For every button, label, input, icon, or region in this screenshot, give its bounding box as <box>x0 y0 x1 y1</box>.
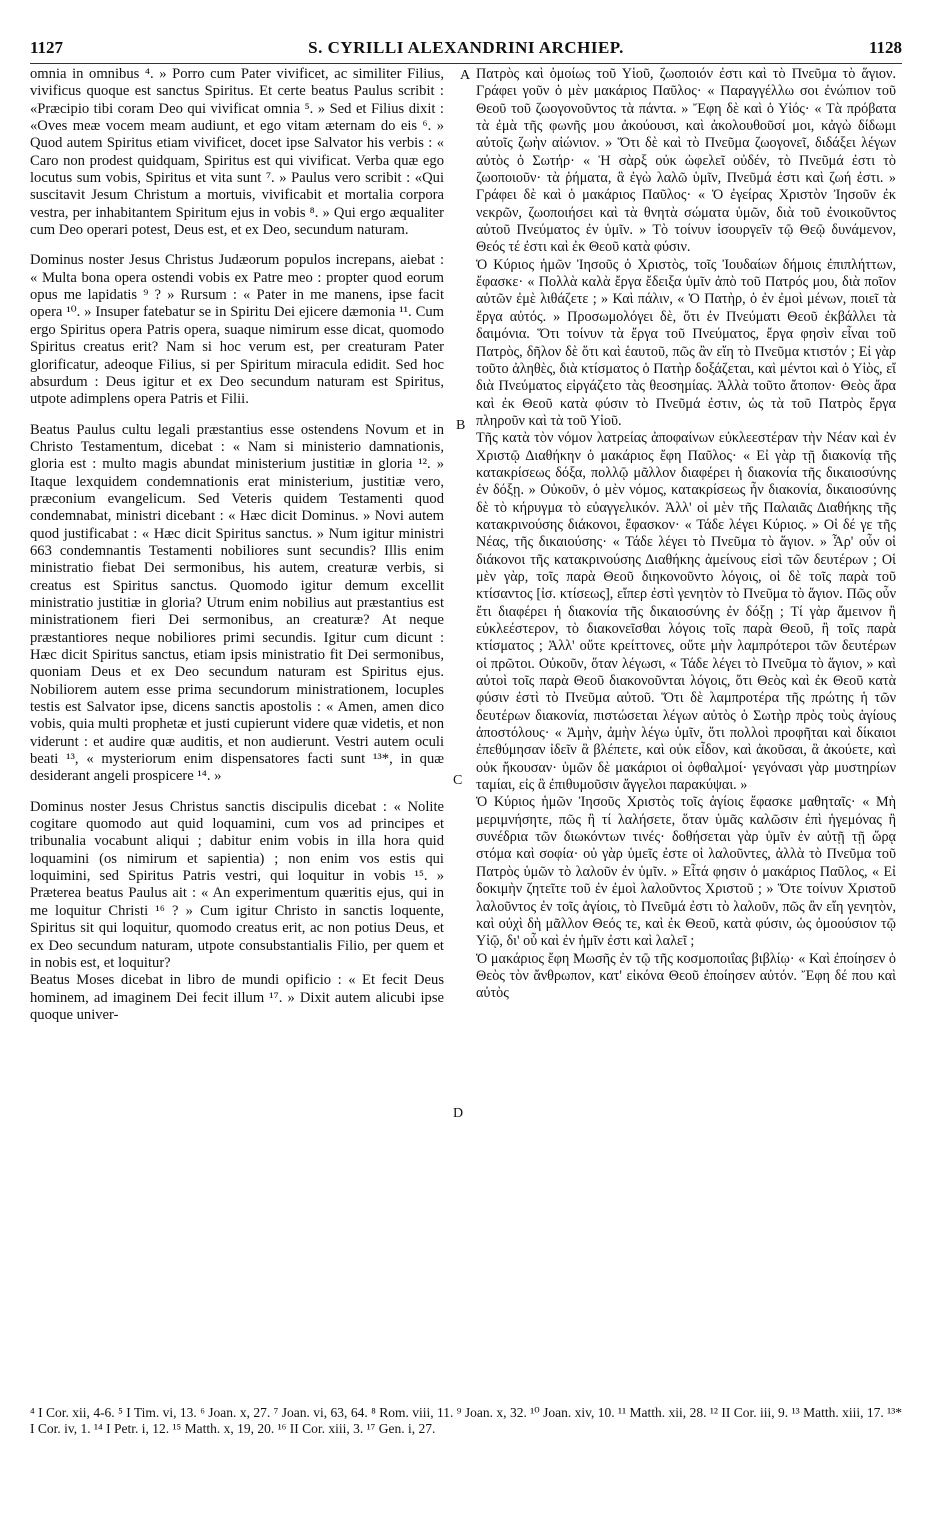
running-title: S. CYRILLI ALEXANDRINI ARCHIEP. <box>308 38 624 57</box>
greek-paragraph: Ὁ Κύριος ἡμῶν Ἰησοῦς Χριστὸς τοῖς ἁγίοις ἔφασκε μαθηταῖς· « Μὴ μεριμνήσητε, πῶς ἢ τί λαλήσετε, ὅταν ὑμᾶς καλῶσιν ἐπὶ ἡγεμόνας ἢ συνέδρια τῶν διωκόντων τινές· δοθήσεται γὰρ ὑμῖν ἐν αὐτῇ τῇ ὥρᾳ στόμα καὶ σοφία· οὐ γὰρ ὑμεῖς ἐστε οἱ λαλοῦντες, ἀλλὰ τὸ Πνεῦμα τοῦ Πατρὸς ὑμῶν τὸ λαλοῦν ἐν ὑμῖν. » Εἶτά φησιν ὁ μακάριος Παῦλος, « Εἰ δοκιμὴν ζητεῖτε τοῦ ἐν ἐμοὶ λαλοῦντος Χριστοῦ ; » Ὅτε τοίνυν Χριστοῦ λαλοῦντος ἐν τοῖς ἁγίοις, τὸ Πνεῦμά ἐστι τὸ λαλοῦν, πῶς ἂν εἴη γενητὸν, καὶ οὐχὶ δὴ μᾶλλον Θεός τε, καὶ ἐκ Θεοῦ, κατὰ φύσιν, ὡς ὁμοούσιον τῷ Υἱῷ, δι' οὗ καὶ ἐν ἡμῖν ἐστι καὶ λαλεῖ ; <box>476 794 896 950</box>
footnotes: ⁴ I Cor. xii, 4-6. ⁵ I Tim. vi, 13. ⁶ Joan. x, 27. ⁷ Joan. vi, 63, 64. ⁸ Rom. viii, 11. ⁹ Joan. x, 32. ¹⁰ Joan. xiv, 10. ¹¹ Matth. xii, 28. ¹² II Cor. iii, 9. ¹³ Matth. xiii, 17. ¹³* I Cor. iv, 1. ¹⁴ I Petr. i, 12. ¹⁵ Matth. x, 19, 20. ¹⁶ II Cor. xiii, 3. ¹⁷ Gen. i, 27. <box>30 1405 902 1436</box>
latin-paragraph: Dominus noster Jesus Christus sanctis discipulis dicebat : « Nolite cogitare quomodo aut quid loquamini, cum vos ad principes et tribunalia vocabunt aliqui ; dabitur enim vobis in illa hora quid loquamini (os nimirum et sapientia) ; non enim vos estis qui loquimini, sed Spiritus Patris vestri, qui loquitur in vobis ¹⁵. » Præterea beatus Paulus ait : « An experimentum quæritis ejus, qui in me loquitur Christi ¹⁶ ? » Cum igitur Christo in sanctis loquente, Spiritus sit qui loquitur, quomodo creatus erit, ac non potius Deus, et ex Deo secundum naturam, utpote consubstantialis Filio, per quem et in nobis est, et loquitur? <box>30 798 444 971</box>
column-number-right: 1128 <box>868 38 902 57</box>
greek-paragraph: Τῆς κατὰ τὸν νόμον λατρείας ἀποφαίνων εὐκλεεστέραν τὴν Νέαν καὶ ἐν Χριστῷ Διαθήκην ὁ μακάριος ἔφη Παῦλος· « Εἰ γὰρ τῇ διακονίᾳ τῆς κατακρίσεως δόξα, πολλῷ μᾶλλον διαφέρει ἡ διακονία τῆς δικαιοσύνης ἐν δόξῃ. » Οὐκοῦν, ὁ μὲν νόμος, κατακρίσεως ἦν διακονία, δικαιοσύνης δὲ τὸ κήρυγμα τὸ εὐαγγελικόν. Ἀλλ' οἱ μὲν τῆς Παλαιᾶς Διαθήκης τῆς κατακρινούσης διάκονοι, ἔφασκον· « Τάδε λέγει Κύριος. » Οἱ δέ γε τῆς Νέας, τῆς δικαιούσης· « Τάδε λέγει τὸ Πνεῦμα τὸ ἅγιον. » Ἆρ' οὖν οἱ διάκονοι τῆς κατακρινούσης Διαθήκης ἀμείνους εἰσὶ τῶν δευτέρων ; Οἱ μὲν γὰρ, τοῖς παρὰ Θεοῦ διηκονοῦντο λόγοις, οἱ δὲ τοῖς παρὰ τοῦ κτίσαντος [ἰσ. κτίσεως], εἴπερ ἐστὶ γενητὸν τὸ Πνεῦμα τὸ ἅγιον. Πῶς οὖν ἔτι διαφέρει ἡ διακονία τῆς δικαιοσύνης ἐν δόξῃ ; Τί γὰρ ἄμεινον ἢ εὐκλεέστερον, τὸ διακονεῖσθαι λόγοις τοῖς παρὰ Θεοῦ, ἢ τοῖς παρὰ κτίσματος ; Ἀλλ' οὔτε κρείττονες, οὔτε μὴν λαμπρότεροι τῶν δευτέρων οἱ πρῶτοι. Οὐκοῦν, ὅταν λέγωσι, « Τάδε λέγει τὸ Πνεῦμα τὸ ἅγιον, » καὶ αὐτοὶ τοῖς παρὰ Θεοῦ διακονοῦνται λόγοις, ὅτι Θεὸς καὶ ἐκ Θεοῦ κατὰ φύσιν ἐστὶ τὸ Πνεῦμα αὐτοῦ. Ὅτι δὲ λαμπροτέρα τῆς πρώτης ἡ τῶν δευτέρων διακονία, πιστώσεται λέγων αὐτὸς ὁ Σωτὴρ πρὸς τοὺς ἁγίους ἀποστόλους· « Ἀμὴν, ἀμὴν λέγω ὑμῖν, ὅτι πολλοὶ προφῆται καὶ δίκαιοι ἐπεθύμησαν ἰδεῖν ἃ βλέπετε, καὶ οὐκ εἶδον, καὶ ἀκοῦσαι, ἃ ἀκούετε, καὶ οὐκ ἤκουσαν· ὑμῶν δὲ μακάριοι οἱ ὀφθαλμοί· γεγόνασι γὰρ μυστηρίων ταμίαι, εἰς ἃ ἐπιθυμοῦσιν ἄγγελοι παρακύψαι. » <box>476 430 896 794</box>
latin-paragraph: Beatus Moses dicebat in libro de mundi opificio : « Et fecit Deus hominem, ad imaginem Dei fecit illum ¹⁷. » Dixit autem alicubi ipse quoque univer- <box>30 972 444 1023</box>
header-rule <box>30 63 902 64</box>
latin-paragraph: Beatus Paulus cultu legali præstantius esse ostendens Novum et in Christo Testamentum, dicebat : « Nam si ministerio damnationis, gloria est : multo magis abundat ministerium justitiæ in gloria ¹². » Itaque lexquidem condemnationis erat ministerium, justitiæ vero, præconium evangelicum. Sed Veteris quidem Testamenti quod condemnabat, ministri dicebant : « Hæc dicit Dominus. » Novi autem quod justificabat : « Hæc dicit Spiritus sanctus. » Num igitur ministri 663 condemnantis Testamenti nobiliores sunt secundis? Illis enim ministratio fiebat Dei sermonibus, his autem, creaturæ verbis, si creatus est Spiritus sanctus. Quomodo igitur demum excellit ministratio justitiæ in gloria? Utrum enim nobilius aut præstantius est ministrationem fieri Dei sermonibus, an creaturæ? At neque præstantiores neque nobiliores primi secundis. Igitur cum dicunt : Hæc dicit Spiritus sanctus, etiam ipsis ministratio fit Dei sermonibus, quoniam Deus et ex Deo secundum naturam est Spiritus ejus. Nobiliorem autem esse prima secundorum ministrationem, locuples testis est Salvator ipse, dicens sanctis apostolis : « Amen, amen dico vobis, quia multi prophetæ et justi cupierunt videre quæ videtis, et non viderunt : et audire quæ auditis, et non audierunt. Vestri autem oculi beati ¹³, « mysteriorum enim dispensatores facti sunt ¹³*, in quæ desiderant angeli prospicere ¹⁴. » <box>30 421 444 785</box>
section-marker-b: B <box>456 418 466 433</box>
greek-paragraph: Ὁ μακάριος ἔφη Μωσῆς ἐν τῷ τῆς κοσμοποιΐας βιβλίῳ· « Καὶ ἐποίησεν ὁ Θεὸς τὸν ἄνθρωπον, κατ' εἰκόνα Θεοῦ ἐποίησεν αὐτόν. Ἔφη δέ που καὶ αὐτὸς <box>476 950 896 1002</box>
column-number-left: 1127 <box>30 38 64 57</box>
section-marker-d: D <box>453 1106 464 1121</box>
page-header <box>30 38 902 62</box>
section-marker-a: A <box>460 68 471 83</box>
section-marker-c: C <box>453 773 463 788</box>
greek-paragraph: Πατρὸς καὶ ὁμοίως τοῦ Υἱοῦ, ζωοποιόν ἐστι καὶ τὸ Πνεῦμα τὸ ἅγιον. Γράφει γοῦν ὁ μὲν μακάριος Παῦλος· « Παραγγέλλω σοι ἐνώπιον τοῦ Θεοῦ τοῦ ζωογονοῦντος τὰ πάντα. » Ἔφη δὲ καὶ ὁ Υἱός· « Τὰ πρόβατα τὰ ἐμὰ τῆς φωνῆς μου ἀκούουσι, καὶ ἀκολουθοῦσί μοι, κἀγὼ δίδωμι αὐτοῖς ζωὴν αἰώνιον. » Ὅτι δὲ καὶ τὸ Πνεῦμα ζωογονεῖ, διδάξει λέγων αὐτὸς ὁ Σωτήρ· « Ἡ σὰρξ οὐκ ὠφελεῖ οὐδέν, τὸ Πνεῦμά ἐστι τὸ ζωοποιοῦν· τὰ ῥήματα, ἃ ἐγὼ λαλῶ ὑμῖν, Πνεῦμά ἐστι καὶ ζωή ἐστι. » Γράφει δὲ καὶ ὁ μακάριος Παῦλος· « Ὁ ἐγείρας Χριστὸν Ἰησοῦν ἐκ νεκρῶν, ζωοποιήσει καὶ τὰ θνητὰ σώματα ὑμῶν, διὰ τοῦ ἐνοικοῦντος αὐτοῦ Πνεύματος ἐν ὑμῖν. » Τὸ τοίνυν ἰσουργεῖν τῷ Θεῷ δυνάμενον, Θεός τέ ἐστι καὶ ἐκ Θεοῦ κατὰ φύσιν. <box>476 66 896 256</box>
greek-paragraph: Ὁ Κύριος ἡμῶν Ἰησοῦς ὁ Χριστὸς, τοῖς Ἰουδαίων δήμοις ἐπιπλήττων, ἔφασκε· « Πολλὰ καλὰ ἔργα ἔδειξα ὑμῖν ἀπὸ τοῦ Πατρός μου, διὰ ποῖον αὐτῶν ἐμὲ λιθάζετε ; » Καὶ πάλιν, « Ὁ Πατὴρ, ὁ ἐν ἐμοὶ μένων, ποιεῖ τὰ ἔργα αὐτός. » Προσωμολόγει δὲ, ὅτι ἐν Πνεύματι Θεοῦ ἐκβάλλει τὰ δαιμόνια. Ὅτι τοίνυν τὰ ἔργα τοῦ Πνεύματος, ἔργα φησὶν εἶναι τοῦ Πατρὸς, δῆλον δὲ ὅτι καὶ ἑαυτοῦ, πῶς ἂν εἴη τὸ Πνεῦμα κτιστόν ; Εἰ γὰρ τοῦτο ἀληθὲς, διὰ κτίσματος ὁ Πατὴρ δοξάζεται, καὶ μέντοι καὶ ὁ Υἱὸς, εἴ διὰ Πνεύματος εἰργάζετο τὰς θεοσημίας. Ἀλλὰ τοῦτο ἄτοπον· Θεὸς ἄρα καὶ ἐκ Θεοῦ κατὰ φύσιν τὸ Πνεῦμά ἐστιν, ὡς τὰ τοῦ Πατρὸς ἔργα πληροῦν καὶ τὰ τοῦ Υἱοῦ. <box>476 256 896 429</box>
greek-column <box>476 66 896 1003</box>
latin-paragraph: omnia in omnibus ⁴. » Porro cum Pater vivificet, ac similiter Filius, vivificus quoque est sanctus Spiritus. Et certe beatus Paulus scribit : «Præcipio tibi coram Deo qui vivificat omnia ⁵. » Sed et Filius dixit : «Oves meæ vocem meam audiunt, et ego vitam æternam do eis ⁶. » Quod autem Spiritus etiam vivificet, docet ipse Salvator his verbis : « Caro non prodest quidquam, Spiritus est qui vivificat. Verba quæ ego locutus sum vobis, Spiritus et vita sunt ⁷. » Paulus vero scribit : «Qui suscitavit Jesum Christum a mortuis, vivificabit et mortalia corpora vestra, per inhabitantem Spiritum ejus in vobis ⁸. » Qui ergo æqualiter cum Deo operari potest, Deus est, et ex Deo, secundum naturam. <box>30 66 444 239</box>
latin-column <box>30 66 444 1024</box>
latin-paragraph: Dominus noster Jesus Christus Judæorum populos increpans, aiebat : « Multa bona opera ostendi vobis ex Patre meo : propter quod eorum opus me lapidatis ⁹ ? » Rursum : « Pater in me manens, ipse facit opera ¹⁰. » Insuper fatebatur se in Spiritu Dei ejicere dæmonia ¹¹. Cum ergo Spiritus opera Patris opera, suaque nimirum esse dicat, quomodo Spiritus creatus erit? Nam si hoc verum est, per creaturam Pater glorificatur, adeoque Filius, si per Spiritum miracula edidit. Sed hoc absurdum : Deus igitur et ex Deo secundum naturam est Spiritus, utpote adimplens opera Patris et Filii. <box>30 252 444 408</box>
